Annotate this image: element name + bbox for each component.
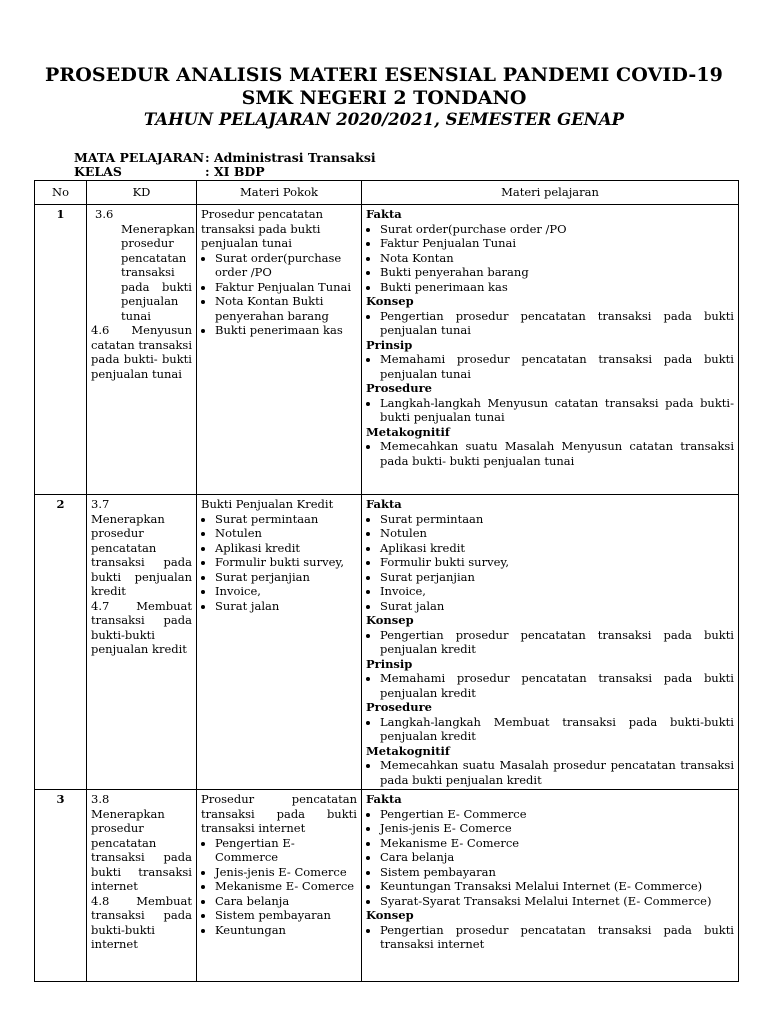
- fakta-heading: Fakta: [366, 792, 402, 806]
- pokok-intro: Bukti Penjualan Kredit: [201, 497, 334, 511]
- list-item: • Syarat-Syarat Transaksi Melalui Internet (E- Commerce): [380, 894, 734, 909]
- list-item: • Keuntungan Transaksi Melalui Internet (E- Commerce): [380, 879, 734, 894]
- list-item: • Invoice,: [380, 584, 734, 599]
- kd-code: 3.6: [95, 207, 114, 221]
- list-item: • Cara belanja: [380, 850, 734, 865]
- list-item: • Surat jalan: [215, 599, 357, 614]
- class-value: : XI BDP: [205, 164, 265, 179]
- kd-cell: [87, 205, 197, 495]
- kd-text: Menerapkan prosedur pencatatan transaksi pada bukti transaksi internet: [91, 806, 192, 893]
- list-item: • Formulir bukti survey,: [215, 555, 357, 570]
- fakta-heading: Fakta: [366, 497, 402, 511]
- prosedure-heading: Prosedure: [366, 381, 432, 395]
- kd-cell: [87, 790, 197, 982]
- header-materi-pokok: Materi Pokok: [197, 181, 362, 205]
- materials-table: [34, 180, 739, 982]
- materi-pelajaran-cell: [362, 790, 739, 982]
- list-item: • Pengertian E- Commerce: [215, 836, 357, 865]
- list-item: • Formulir bukti survey,: [380, 555, 734, 570]
- prinsip-heading: Prinsip: [366, 656, 413, 671]
- list-item: • Surat perjanjian: [380, 570, 734, 585]
- list-item: • Mekanisme E- Comerce: [380, 836, 734, 851]
- list-item: • Nota Kontan: [380, 251, 734, 266]
- header-materi-pelajaran: Materi pelajaran: [362, 181, 739, 205]
- konsep-heading: Konsep: [366, 908, 414, 922]
- list-item: • Memahami prosedur pencatatan transaksi pada bukti penjualan tunai: [380, 352, 734, 381]
- materi-pokok-cell: [197, 790, 362, 982]
- list-item: • Langkah-langkah Menyusun catatan transaksi pada bukti- bukti penjualan tunai: [380, 396, 734, 425]
- kd-skill: 4.7 Membuat transaksi pada bukti-bukti penjualan kredit: [91, 598, 192, 656]
- list-item: • Mekanisme E- Comerce: [215, 879, 357, 894]
- list-item: • Pengertian E- Commerce: [380, 807, 734, 822]
- konsep-heading: Konsep: [366, 613, 414, 627]
- pokok-list: [201, 251, 357, 338]
- prinsip-heading: Prinsip: [366, 337, 413, 352]
- academic-year: TAHUN PELAJARAN 2020/2021, SEMESTER GENAP: [143, 110, 625, 129]
- materi-pelajaran-cell: [362, 495, 739, 790]
- list-item: • Surat order(purchase order /PO: [215, 251, 357, 280]
- list-item: • Surat permintaan: [215, 512, 357, 527]
- school-name: SMK NEGERI 2 TONDANO: [241, 87, 527, 109]
- pokok-intro: Prosedur pencatatan transaksi pada bukti transaksi internet: [201, 792, 357, 835]
- row-number: 1: [35, 205, 87, 495]
- list-item: • Faktur Penjualan Tunai: [380, 236, 734, 251]
- list-item: • Jenis-jenis E- Comerce: [380, 821, 734, 836]
- document-title: PROSEDUR ANALISIS MATERI ESENSIAL PANDEMI COVID-19: [45, 64, 723, 86]
- list-item: • Bukti penyerahan barang: [380, 265, 734, 280]
- list-item: • Faktur Penjualan Tunai: [215, 280, 357, 295]
- list-item: • Pengertian prosedur pencatatan transaksi pada bukti penjualan tunai: [380, 309, 734, 338]
- class-label: KELAS: [74, 164, 122, 179]
- kd-skill: 4.8 Membuat transaksi pada bukti-bukti internet: [91, 893, 192, 951]
- list-item: • Keuntungan: [215, 923, 357, 938]
- list-item: • Memahami prosedur pencatatan transaksi pada bukti penjualan kredit: [380, 671, 734, 700]
- list-item: • Notulen: [215, 526, 357, 541]
- list-item: • Surat jalan: [380, 599, 734, 614]
- materi-pelajaran-cell: [362, 205, 739, 495]
- row-number: 3: [35, 790, 87, 982]
- table-row: [35, 205, 739, 495]
- list-item: • Langkah-langkah Membuat transaksi pada bukti-bukti penjualan kredit: [380, 715, 734, 744]
- table-row: [35, 790, 739, 982]
- kd-text: Menerapkan prosedur pencatatan transaksi pada bukti penjualan tunai: [121, 221, 195, 323]
- pokok-list: [201, 512, 357, 614]
- header-kd: KD: [87, 181, 197, 205]
- prosedure-heading: Prosedure: [366, 700, 432, 714]
- list-item: • Jenis-jenis E- Comerce: [215, 865, 357, 880]
- fakta-list: [366, 222, 734, 295]
- materi-pokok-cell: [197, 205, 362, 495]
- list-item: • Sistem pembayaran: [380, 865, 734, 880]
- materi-pokok-cell: [197, 495, 362, 790]
- fakta-list: [366, 807, 734, 909]
- list-item: • Notulen: [380, 526, 734, 541]
- pokok-list: [201, 836, 357, 938]
- table-header-row: [35, 181, 739, 205]
- subject-value: : Administrasi Transaksi: [205, 150, 376, 165]
- fakta-list: [366, 512, 734, 614]
- row-number: 2: [35, 495, 87, 790]
- list-item: • Cara belanja: [215, 894, 357, 909]
- pokok-intro: Prosedur pencatatan transaksi pada bukti penjualan tunai: [201, 207, 324, 250]
- metakognitif-heading: Metakognitif: [366, 424, 450, 439]
- list-item: • Sistem pembayaran: [215, 908, 357, 923]
- kd-code: 3.8: [91, 792, 110, 806]
- subject-line: [74, 150, 376, 165]
- list-item: • Memecahkan suatu Masalah prosedur pencatatan transaksi pada bukti penjualan kredit: [380, 758, 734, 787]
- konsep-heading: Konsep: [366, 294, 414, 308]
- list-item: • Surat perjanjian: [215, 570, 357, 585]
- list-item: • Invoice,: [215, 584, 357, 599]
- list-item: • Bukti penerimaan kas: [215, 323, 357, 338]
- kd-text: Menerapkan prosedur pencatatan transaksi pada bukti penjualan kredit: [91, 511, 192, 598]
- kd-code: 3.7: [91, 497, 110, 511]
- list-item: • Nota Kontan Bukti penyerahan barang: [215, 294, 357, 323]
- list-item: • Aplikasi kredit: [380, 541, 734, 556]
- list-item: • Pengertian prosedur pencatatan transaksi pada bukti transaksi internet: [380, 923, 734, 952]
- class-line: [74, 164, 265, 179]
- header-no: No: [35, 181, 87, 205]
- table-row: [35, 495, 739, 790]
- list-item: • Aplikasi kredit: [215, 541, 357, 556]
- kd-cell: [87, 495, 197, 790]
- subject-label: MATA PELAJARAN: [74, 150, 205, 165]
- fakta-heading: Fakta: [366, 207, 402, 221]
- list-item: • Surat order(purchase order /PO: [380, 222, 734, 237]
- metakognitif-heading: Metakognitif: [366, 743, 450, 758]
- list-item: • Bukti penerimaan kas: [380, 280, 734, 295]
- list-item: • Memecahkan suatu Masalah Menyusun catatan transaksi pada bukti- bukti penjualan tunai: [380, 439, 734, 468]
- list-item: • Pengertian prosedur pencatatan transaksi pada bukti penjualan kredit: [380, 628, 734, 657]
- list-item: • Surat permintaan: [380, 512, 734, 527]
- kd-skill: 4.6 Menyusun catatan transaksi pada bukti- bukti penjualan tunai: [91, 323, 193, 381]
